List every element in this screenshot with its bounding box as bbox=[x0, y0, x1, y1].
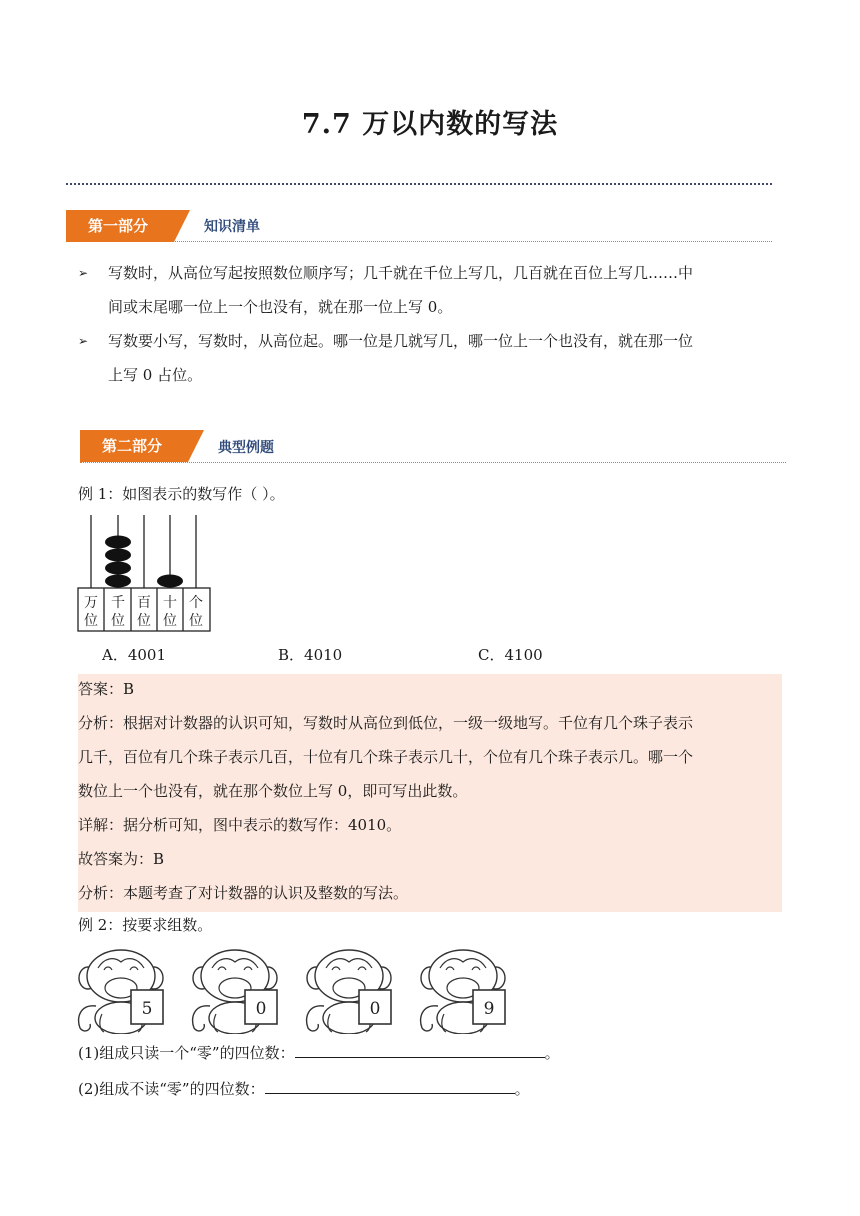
abacus-bead bbox=[105, 575, 131, 588]
section-subtitle-2: 典型例题 bbox=[218, 440, 274, 456]
number-card: 0 bbox=[255, 999, 267, 1019]
place-label: 十 bbox=[163, 595, 177, 611]
knowledge-bullet bbox=[78, 324, 790, 392]
page-title: 7.7 万以内数的写法 bbox=[301, 109, 559, 140]
answer-line: 故答案为：B bbox=[78, 850, 165, 868]
place-label: 千 bbox=[111, 595, 125, 611]
bullet-line: 写数时，从高位写起按照数位顺序写；几千就在千位上写几，几百就在百位上写几……中 bbox=[108, 264, 694, 282]
answer-blank-2[interactable] bbox=[265, 1079, 515, 1094]
example-2-question: 例 2：按要求组数。 bbox=[78, 916, 213, 934]
place-label: 万 bbox=[84, 595, 98, 611]
section-tab-1: 第一部分 bbox=[66, 210, 174, 242]
example-2-part-2 bbox=[78, 1079, 530, 1099]
abacus-bead bbox=[105, 562, 131, 575]
bullet-line: 上写 0 占位。 bbox=[108, 366, 203, 384]
place-label: 位 bbox=[137, 613, 151, 629]
abacus-diagram bbox=[74, 512, 214, 634]
example-2-part-1 bbox=[78, 1043, 560, 1063]
number-card: 5 bbox=[141, 999, 153, 1019]
place-label: 个 bbox=[189, 595, 203, 611]
part-1-suffix: 。 bbox=[544, 1044, 560, 1062]
arrow-bullet-icon: ➢ bbox=[78, 334, 89, 348]
section-underline-2 bbox=[80, 462, 786, 463]
option-b: B．4010 bbox=[278, 646, 343, 664]
option-a: A．4001 bbox=[102, 646, 167, 664]
section-underline-1 bbox=[66, 241, 772, 242]
answer-line: 答案：B bbox=[78, 680, 135, 698]
option-c: C．4100 bbox=[478, 646, 543, 664]
bullet-line: 写数要小写，写数时，从高位起。哪一位是几就写几，哪一位上一个也没有，就在那一位 bbox=[108, 332, 694, 350]
knowledge-bullet bbox=[78, 256, 790, 324]
part-1-prompt: (1)组成只读一个“零”的四位数： bbox=[78, 1044, 295, 1062]
answer-line: 详解：据分析可知，图中表示的数写作：4010。 bbox=[78, 816, 402, 834]
title-divider bbox=[66, 183, 772, 185]
answer-line: 分析：本题考查了对计数器的认识及整数的写法。 bbox=[78, 884, 409, 902]
example-1-question: 例 1：如图表示的数写作（ ）。 bbox=[78, 485, 285, 503]
answer-blank-1[interactable] bbox=[295, 1043, 545, 1058]
answer-line: 几千，百位有几个珠子表示几百，十位有几个珠子表示几十，个位有几个珠子表示几。哪一个 bbox=[78, 748, 694, 766]
abacus-bead bbox=[105, 536, 131, 549]
place-label: 位 bbox=[163, 613, 177, 629]
place-label: 位 bbox=[84, 613, 98, 629]
number-card: 9 bbox=[483, 999, 495, 1019]
place-label: 百 bbox=[137, 595, 151, 611]
abacus-bead bbox=[157, 575, 183, 588]
monkey-cards-illustration bbox=[74, 942, 514, 1034]
answer-line: 数位上一个也没有，就在那个数位上写 0，即可写出此数。 bbox=[78, 782, 468, 800]
bullet-line: 间或末尾哪一位上一个也没有，就在那一位上写 0。 bbox=[108, 298, 453, 316]
answer-line: 分析：根据对计数器的认识可知，写数时从高位到低位，一级一级地写。千位有几个珠子表示 bbox=[78, 714, 694, 732]
arrow-bullet-icon: ➢ bbox=[78, 266, 89, 280]
abacus-bead bbox=[105, 549, 131, 562]
number-card: 0 bbox=[369, 999, 381, 1019]
place-label: 位 bbox=[111, 613, 125, 629]
part-2-prompt: (2)组成不读“零”的四位数： bbox=[78, 1080, 265, 1098]
place-label: 位 bbox=[189, 613, 203, 629]
section-subtitle-1: 知识清单 bbox=[204, 219, 260, 235]
section-tab-2: 第二部分 bbox=[80, 430, 188, 462]
part-2-suffix: 。 bbox=[514, 1080, 530, 1098]
